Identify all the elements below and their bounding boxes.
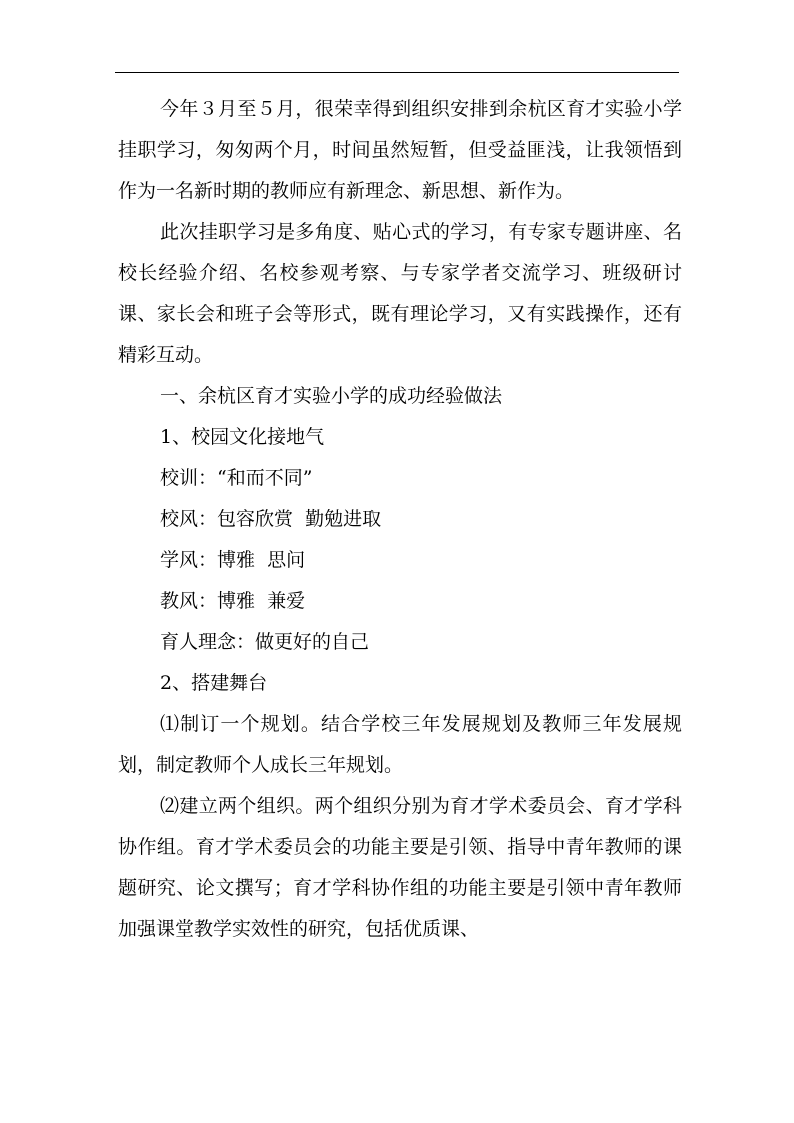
header-divider	[115, 72, 679, 73]
education-philosophy: 育人理念：做更好的自己	[160, 631, 370, 653]
plan-item-2: ⑵建立两个组织。两个组织分别为育才学术委员会、育才学科协作组。育才学术委员会的功能主要是引领、指导中青年教师的课题研究、论文撰写；育才学科协作组的功能主要是引领中青年教师加强课堂教学实效性的研究，包括优质课、	[118, 795, 682, 940]
subheading-campus-culture: 1、校园文化接地气	[160, 426, 325, 448]
school-motto: 校训：“和而不同”	[160, 467, 313, 489]
document-body	[118, 89, 682, 950]
school-spirit: 校风：包容欣赏 勤勉进取	[160, 508, 382, 530]
section-heading: 一、余杭区育才实验小学的成功经验做法	[160, 385, 503, 407]
study-format-paragraph: 此次挂职学习是多角度、贴心式的学习，有专家专题讲座、名校长经验介绍、名校参观考察、与专家学者交流学习、班级研讨课、家长会和班子会等形式，既有理论学习，又有实践操作，还有精彩互动。	[118, 221, 682, 366]
teaching-spirit: 教风：博雅 兼爱	[160, 590, 306, 612]
subheading-build-stage: 2、搭建舞台	[160, 672, 268, 694]
study-spirit: 学风：博雅 思问	[160, 549, 306, 571]
plan-item-1: ⑴制订一个规划。结合学校三年发展规划及教师三年发展规划，制定教师个人成长三年规划。	[118, 713, 682, 776]
intro-paragraph: 今年３月至５月，很荣幸得到组织安排到余杭区育才实验小学挂职学习，匆匆两个月，时间虽然短暂，但受益匪浅，让我领悟到作为一名新时期的教师应有新理念、新思想、新作为。	[118, 98, 682, 202]
